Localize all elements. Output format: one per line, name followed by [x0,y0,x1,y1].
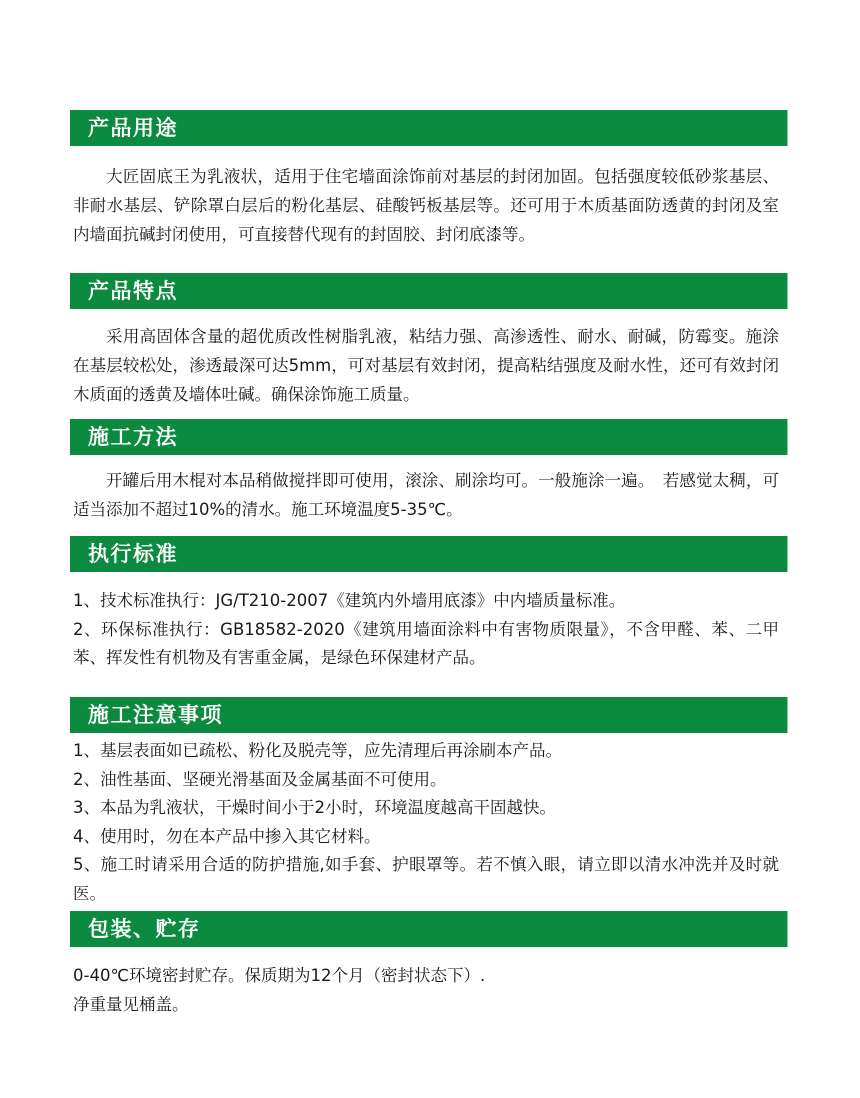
section-title-precautions: 施工注意事项 [88,703,223,727]
precaution-item-5: 5、施工时请采用合适的防护措施,如手套、护眼罩等。若不慎入眼，请立即以清水冲洗并及时就医。 [73,855,779,903]
precaution-item-3: 3、本品为乳液状，干燥时间小于2小时，环境温度越高干固越快。 [73,798,556,817]
section-header-method [70,419,788,455]
precaution-item-2: 2、油性基面、坚硬光滑基面及金属基面不可使用。 [73,769,447,789]
section-header-packaging [70,911,788,947]
standards-item-1: 1、技术标准执行：JG/T210-2007《建筑内外墙用底漆》中内墙质量标准。 [73,591,626,610]
precaution-item-1: 1、基层表面如已疏松、粉化及脱壳等，应先清理后再涂刷本产品。 [73,741,562,760]
packaging-item-1: 0-40℃环境密封贮存。保质期为12个月（密封状态下）. [73,966,486,985]
section-body-features [73,322,779,409]
packaging-item-2: 净重量见桶盖。 [73,994,189,1014]
standards-item-2: 2、环保标准执行：GB18582-2020《建筑用墙面涂料中有害物质限量》，不含甲醛、苯、二甲苯、挥发性有机物及有害重金属，是绿色环保建材产品。 [73,619,779,667]
section-header-precautions [70,697,788,733]
precaution-item-4: 4、使用时，勿在本产品中掺入其它材料。 [73,826,381,846]
section-title-standards: 执行标准 [88,542,178,566]
section-title-method: 施工方法 [88,425,178,449]
method-paragraph: 开罐后用木棍对本品稍做搅拌即可使用，滚涂、刷涂均可。一般施涂一遍。 若感觉太稠，可适当添加不超过10%的清水。施工环境温度5-35℃。 [73,471,779,519]
section-title-usage: 产品用途 [88,116,178,140]
section-body-usage [73,162,779,249]
section-body-packaging [73,962,779,1019]
section-body-standards [73,587,779,673]
features-paragraph: 采用高固体含量的超优质改性树脂乳液，粘结力强、高渗透性、耐水、耐碱，防霉变。施涂在基层较松处，渗透最深可达5mm，可对基层有效封闭，提高粘结强度及耐水性，还可有效封闭木质面的透黄及墙体吐碱。确保涂饰施工质量。 [73,327,779,404]
section-body-method [73,466,779,524]
section-header-usage [70,110,788,146]
section-header-features [70,273,788,309]
section-header-standards [70,536,788,572]
section-title-features: 产品特点 [88,279,178,303]
section-body-precautions [73,737,779,908]
usage-paragraph: 大匠固底王为乳液状，适用于住宅墙面涂饰前对基层的封闭加固。包括强度较低砂浆基层、非耐水基层、铲除罩白层后的粉化基层、硅酸钙板基层等。还可用于木质基面防透黄的封闭及室内墙面抗碱封闭使用，可直接替代现有的封固胶、封闭底漆等。 [73,167,779,244]
section-title-packaging: 包装、贮存 [88,917,201,941]
